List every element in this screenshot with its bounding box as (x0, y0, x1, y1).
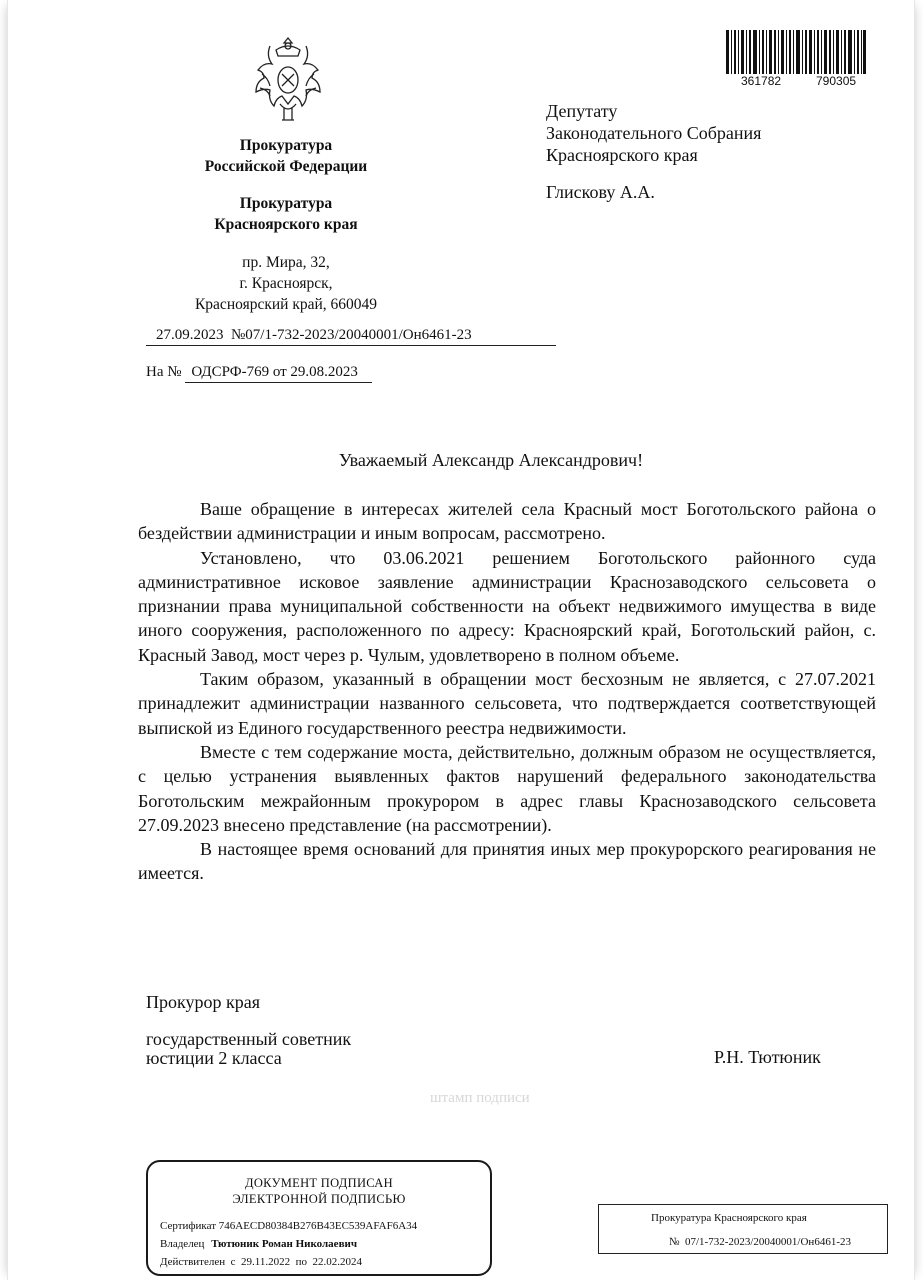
in-reply-value: ОДСРФ-769 от 29.08.2023 (185, 364, 372, 383)
signer-position: Прокурор края (146, 992, 261, 1012)
recipient-name: Глискову А.А. (546, 182, 655, 202)
org-title (138, 135, 434, 177)
signer-rank (146, 1030, 351, 1068)
address-line-1: пр. Мира, 32, (242, 254, 330, 271)
in-reply-label: На № (146, 364, 182, 380)
coat-of-arms-emblem (248, 34, 328, 124)
signer-rank-line-1: государственный советник (146, 1029, 352, 1049)
paragraph-2: Установлено, что 03.06.2021 решением Боготольского районного суда административное исковое заявление администрации Краснозаводского сельсовета о признании права муниципальной собственности на объект недвижимого имущества в виде иного сооружения, расположенного по адресу: Красноярский край, Боготольский район, с. Красный Завод, мост через р. Чулым, удовлетворено в полном объеме. (138, 547, 876, 665)
recipient-line-2: Законодательного Собрания (546, 123, 762, 143)
signer-name: Р.Н. Тютюник (714, 1047, 821, 1067)
e-signature-certificate: Сертификат 746AECD80384B276B43EC539AFAF6A34 (160, 1220, 418, 1232)
paragraph-5: В настоящее время оснований для принятия иных мер прокурорского реагирования не имеется. (138, 839, 876, 884)
outgoing-reg-number (146, 327, 556, 346)
barcode-number-right: 790305 (816, 74, 857, 88)
signer-rank-line-2: юстиции 2 класса (146, 1048, 282, 1068)
registration-number: № 07/1-732-2023/20040001/Он6461-23 (669, 1236, 851, 1248)
registration-stamp (598, 1204, 888, 1254)
address-line-2: г. Красноярск, (239, 275, 333, 292)
e-signature-validity: Действителен с 29.11.2022 по 22.02.2024 (160, 1256, 362, 1268)
address-line-3: Красноярский край, 660049 (194, 296, 378, 313)
paragraph-3: Таким образом, указанный в обращении мост бесхозным не является, с 27.07.2021 принадлежит администрации названного сельсовета, что подтверждается соответствующей выпиской из Единого государственного реестра недвижимости. (138, 669, 876, 738)
document-page (8, 0, 914, 1280)
e-signature-owner: Тютюник Роман Николаевич (211, 1238, 358, 1250)
recipient-block (546, 100, 761, 203)
letter-body (138, 497, 876, 886)
e-signature-title-1: ДОКУМЕНТ ПОДПИСАН (245, 1176, 393, 1190)
e-signature-owner-label: Владелец (160, 1238, 205, 1250)
recipient-line-3: Красноярского края (546, 145, 698, 165)
paragraph-1: Ваше обращение в интересах жителей села Красный мост Боготольского района о бездействии администрации и иным вопросам, рассмотрено. (138, 499, 876, 544)
org-line-1: Прокуратура (239, 137, 333, 154)
sub-org-title (138, 193, 434, 235)
in-reply-to (146, 364, 372, 383)
e-signature-owner-row (160, 1238, 357, 1250)
stamp-placeholder: штамп подписи (430, 1090, 530, 1106)
org-line-2: Российской Федерации (204, 158, 368, 175)
org-address (158, 252, 414, 315)
registration-org: Прокуратура Красноярского края (651, 1212, 807, 1224)
paragraph-4: Вместе с тем содержание моста, действительно, должным образом не осуществляется, с целью устранения выявленных фактов нарушений федерального законодательства Боготольским межрайонным прокурором в адрес главы Краснозаводского сельсовета 27.09.2023 внесено представление (на рассмотрении). (138, 741, 876, 835)
sub-org-line-1: Прокуратура (239, 195, 333, 212)
barcode (726, 30, 866, 76)
recipient-line-1: Депутату (546, 101, 618, 121)
letter-greeting: Уважаемый Александр Александрович! (338, 450, 644, 470)
sub-org-line-2: Красноярского края (214, 216, 358, 233)
e-signature-title-2: ЭЛЕКТРОННОЙ ПОДПИСЬЮ (232, 1192, 406, 1206)
e-signature-stamp (146, 1160, 492, 1276)
reg-number-text: 27.09.2023 №07/1-732-2023/20040001/Он6461-23 (156, 327, 472, 343)
barcode-number-left: 361782 (741, 74, 782, 88)
